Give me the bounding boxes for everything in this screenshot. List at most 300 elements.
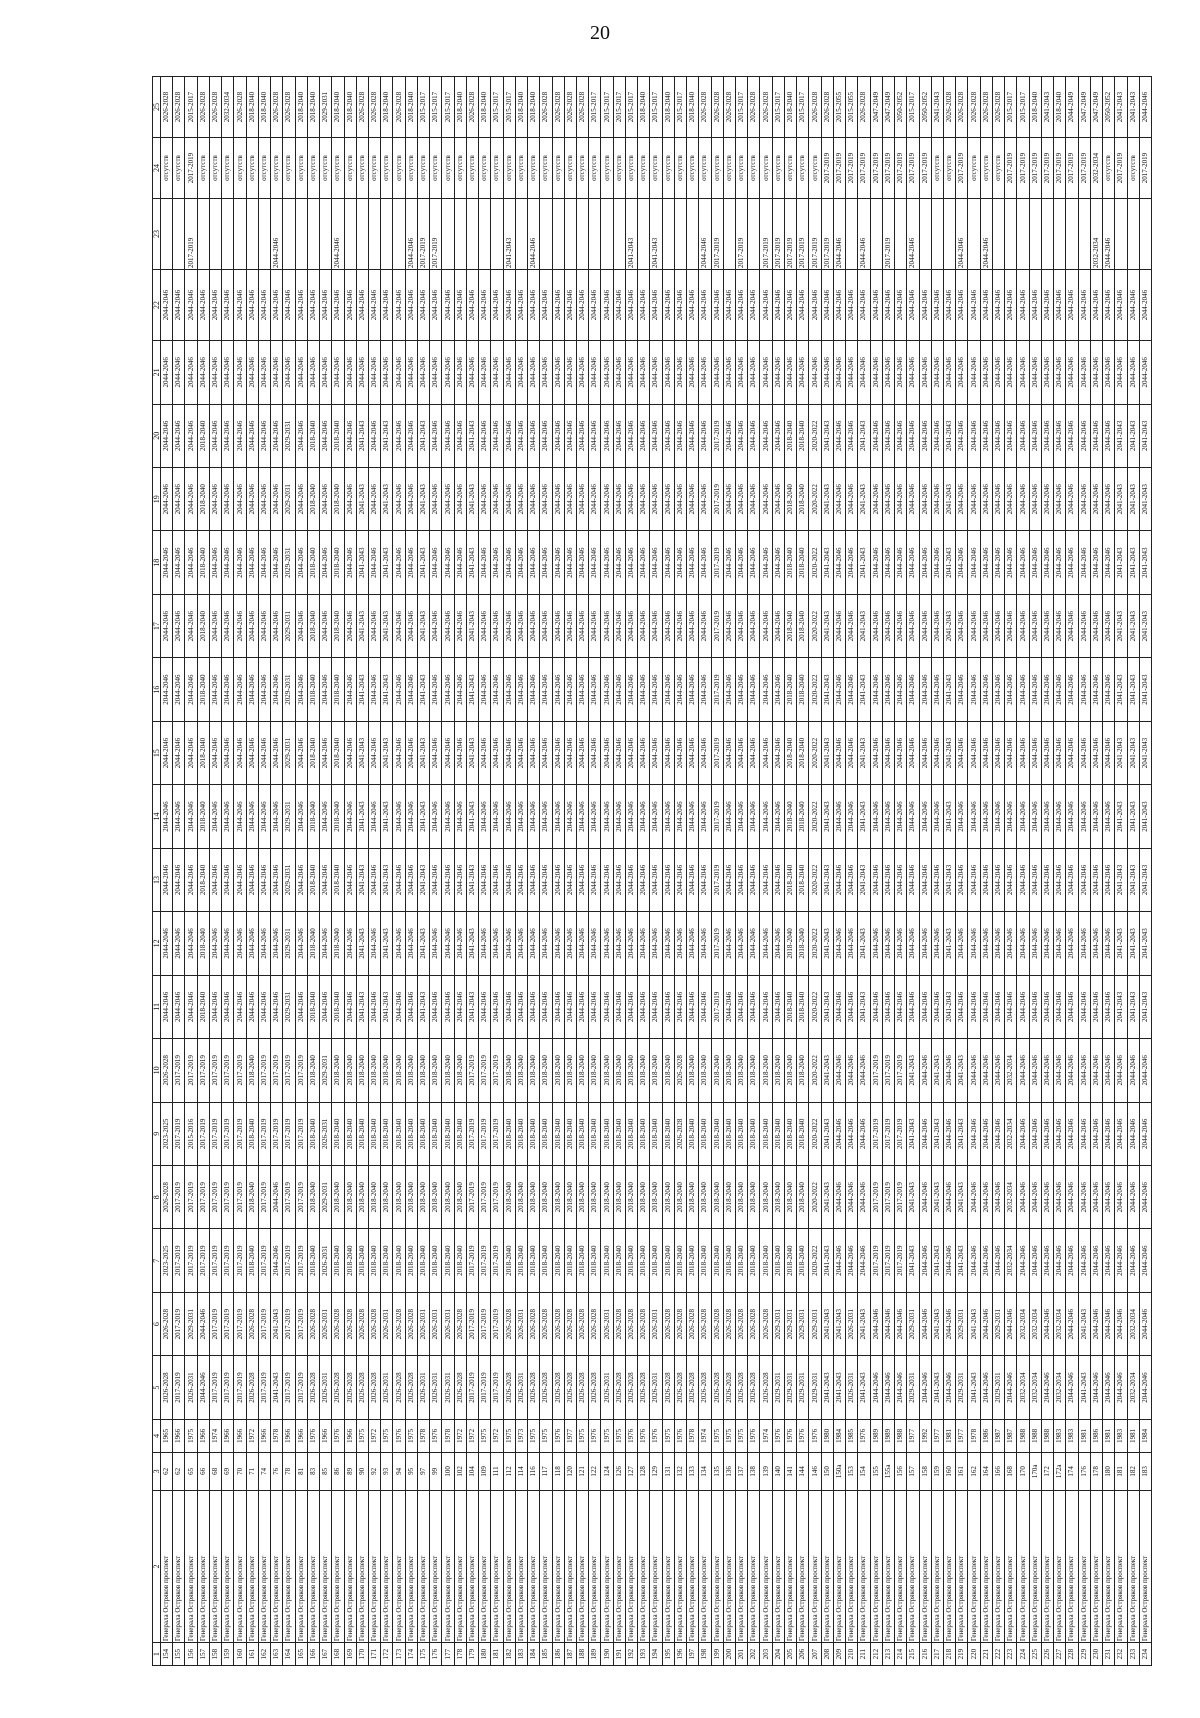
table-cell: 2017-2019: [491, 1166, 503, 1229]
table-cell: 2044-2046: [234, 912, 246, 975]
table-cell: 2044-2046: [687, 468, 699, 531]
row-number-cell: 167: [320, 1643, 332, 1666]
table-cell: 2017-2019: [209, 1356, 221, 1419]
table-cell: 161: [956, 1452, 968, 1490]
table-cell: 2044-2046: [748, 658, 760, 721]
table-cell: 2044-2046: [503, 848, 515, 911]
row-number-cell: 174: [405, 1643, 417, 1666]
street-name-cell: Генерала Остряков проспект: [1115, 1490, 1127, 1642]
table-cell: отсутств: [784, 138, 796, 199]
table-row: [784, 77, 796, 1666]
table-cell: 2018-2040: [784, 785, 796, 848]
table-cell: 2041-2043: [907, 1102, 919, 1165]
table-cell: 2044-2046: [723, 848, 735, 911]
table-cell: 2044-2046: [368, 404, 380, 467]
table-cell: 2044-2046: [601, 975, 613, 1038]
row-number-cell: 179: [466, 1643, 478, 1666]
table-cell: 2026-2028: [552, 1356, 564, 1419]
table-cell: 2044-2046: [589, 848, 601, 911]
table-cell: 2044-2046: [1029, 594, 1041, 657]
table-cell: 1975: [503, 1419, 515, 1452]
table-cell: 2026-2031: [601, 1292, 613, 1355]
table-cell: 132: [674, 1452, 686, 1490]
table-cell: 2044-2046: [1078, 404, 1090, 467]
table-cell: 2044-2046: [161, 341, 173, 404]
table-cell: 2018-2040: [797, 658, 809, 721]
table-cell: 2026-2028: [613, 1292, 625, 1355]
table-cell: 2044-2046: [625, 975, 637, 1038]
table-cell: 2044-2046: [1017, 341, 1029, 404]
row-number-cell: 233: [1127, 1643, 1139, 1666]
table-cell: 2017-2019: [870, 138, 882, 199]
table-cell: 2041-2043: [271, 1292, 283, 1355]
table-cell: 2044-2046: [1054, 721, 1066, 784]
table-cell: 2041-2043: [417, 531, 429, 594]
table-cell: 2044-2046: [173, 468, 185, 531]
table-cell: 2017-2019: [772, 198, 784, 269]
table-cell: 2044-2046: [1078, 912, 1090, 975]
table-cell: 2020-2022: [809, 404, 821, 467]
table-cell: 2044-2046: [601, 270, 613, 341]
table-cell: 2044-2046: [1139, 341, 1151, 404]
table-cell: 2018-2040: [784, 404, 796, 467]
table-cell: 2044-2046: [1115, 1229, 1127, 1292]
street-name-cell: Генерала Остряков проспект: [650, 1490, 662, 1642]
table-cell: 2018-2040: [650, 1039, 662, 1102]
table-cell: 2044-2046: [882, 658, 894, 721]
table-cell: 2044-2046: [368, 721, 380, 784]
table-cell: 2044-2046: [1103, 912, 1115, 975]
table-cell: 2044-2046: [625, 468, 637, 531]
table-cell: 2044-2046: [674, 658, 686, 721]
header-cell: 2: [153, 1490, 161, 1642]
street-name-cell: Генерала Остряков проспект: [344, 1490, 356, 1642]
table-cell: 2044-2046: [1066, 1166, 1078, 1229]
table-cell: 2047-2049: [1090, 77, 1102, 138]
table-cell: 2017-2019: [222, 1229, 234, 1292]
table-cell: 2041-2043: [381, 785, 393, 848]
table-cell: 2017-2019: [711, 912, 723, 975]
table-cell: 2044-2046: [613, 404, 625, 467]
table-cell: 1989: [870, 1419, 882, 1452]
table-cell: 2044-2046: [528, 531, 540, 594]
table-cell: 2020-2022: [809, 785, 821, 848]
table-cell: 2044-2046: [907, 341, 919, 404]
table-cell: отсутств: [381, 138, 393, 199]
table-cell: 2044-2046: [442, 531, 454, 594]
table-row: [760, 77, 772, 1666]
table-cell: 2044-2046: [833, 658, 845, 721]
table-cell: 2018-2040: [784, 721, 796, 784]
table-cell: 2018-2040: [417, 1229, 429, 1292]
table-cell: 2044-2046: [246, 658, 258, 721]
table-cell: 2044-2046: [760, 404, 772, 467]
row-number-cell: 163: [271, 1643, 283, 1666]
table-cell: 2044-2046: [344, 785, 356, 848]
table-cell: 2018-2040: [332, 531, 344, 594]
table-cell: 2044-2046: [258, 721, 270, 784]
table-cell: 2018-2040: [307, 594, 319, 657]
table-cell: 2044-2046: [295, 404, 307, 467]
table-cell: 2044-2046: [748, 975, 760, 1038]
table-cell: отсутств: [295, 138, 307, 199]
row-number-cell: 186: [552, 1643, 564, 1666]
row-number-cell: 223: [1005, 1643, 1017, 1666]
table-cell: 2017-2019: [185, 198, 197, 269]
header-cell: 18: [153, 531, 161, 594]
table-cell: 2044-2046: [638, 658, 650, 721]
table-cell: 2018-2040: [258, 77, 270, 138]
table-cell: 2044-2046: [528, 912, 540, 975]
table-cell: 2041-2043: [821, 594, 833, 657]
table-cell: 2044-2046: [430, 531, 442, 594]
table-cell: 2017-2019: [919, 138, 931, 199]
table-row: [454, 77, 466, 1666]
table-cell: 2044-2046: [589, 721, 601, 784]
table-cell: 2044-2046: [430, 270, 442, 341]
table-cell: 2047-2049: [882, 77, 894, 138]
table-cell: 2044-2046: [173, 270, 185, 341]
table-cell: 1972: [466, 1419, 478, 1452]
table-cell: 2018-2040: [197, 848, 209, 911]
table-cell: 2044-2046: [833, 1102, 845, 1165]
table-cell: 2044-2046: [185, 404, 197, 467]
table-cell: 2018-2040: [197, 658, 209, 721]
row-number-cell: 173: [393, 1643, 405, 1666]
table-cell: 2020-2022: [809, 848, 821, 911]
table-cell: 2044-2046: [931, 531, 943, 594]
table-cell: 2018-2040: [638, 1102, 650, 1165]
table-cell: 1976: [748, 1419, 760, 1452]
table-cell: 2018-2040: [1029, 77, 1041, 138]
row-number-cell: 213: [882, 1643, 894, 1666]
table-cell: отсутств: [944, 138, 956, 199]
table-cell: 2044-2046: [736, 468, 748, 531]
table-cell: 160: [944, 1452, 956, 1490]
table-cell: 2018-2040: [625, 1039, 637, 1102]
table-cell: 2044-2046: [968, 1102, 980, 1165]
table-cell: 2044-2046: [699, 404, 711, 467]
table-cell: 2044-2046: [625, 721, 637, 784]
table-cell: 2044-2049: [1066, 77, 1078, 138]
table-cell: 2044-2046: [442, 404, 454, 467]
table-cell: 2044-2046: [919, 721, 931, 784]
table-cell: 2018-2040: [479, 77, 491, 138]
table-cell: отсутств: [344, 138, 356, 199]
table-cell: 2044-2046: [1090, 341, 1102, 404]
row-number-cell: 198: [699, 1643, 711, 1666]
table-cell: 2041-2043: [1139, 531, 1151, 594]
table-cell: 2044-2046: [295, 912, 307, 975]
table-cell: 2029-2031: [185, 1292, 197, 1355]
table-cell: 2044-2046: [528, 594, 540, 657]
table-cell: 2044-2046: [1115, 1102, 1127, 1165]
street-name-cell: Генерала Остряков проспект: [613, 1490, 625, 1642]
table-cell: 2044-2046: [454, 658, 466, 721]
row-number-cell: 190: [601, 1643, 613, 1666]
table-cell: 2018-2040: [711, 1166, 723, 1229]
table-cell: [1029, 198, 1041, 269]
table-cell: 2044-2046: [442, 341, 454, 404]
street-name-cell: Генерала Остряков проспект: [491, 1490, 503, 1642]
table-cell: 2020-2022: [809, 1229, 821, 1292]
table-cell: 2026-2028: [197, 77, 209, 138]
table-cell: 2044-2046: [674, 594, 686, 657]
row-number-cell: 184: [528, 1643, 540, 1666]
table-cell: 2044-2046: [1054, 1229, 1066, 1292]
table-cell: 2026-2028: [344, 1356, 356, 1419]
table-cell: 2041-2043: [381, 848, 393, 911]
table-cell: 2026-2028: [736, 1292, 748, 1355]
table-cell: 2044-2046: [515, 531, 527, 594]
table-cell: 2044-2046: [1029, 1102, 1041, 1165]
table-cell: 2044-2046: [491, 531, 503, 594]
table-cell: 2044-2046: [1090, 594, 1102, 657]
table-cell: 2044-2046: [1066, 1292, 1078, 1355]
row-number-cell: 229: [1078, 1643, 1090, 1666]
table-cell: 2018-2040: [197, 912, 209, 975]
table-cell: 2018-2040: [197, 721, 209, 784]
table-cell: 2041-2043: [931, 1356, 943, 1419]
table-cell: [356, 198, 368, 269]
table-cell: 2041-2043: [944, 531, 956, 594]
table-cell: 2018-2040: [246, 1166, 258, 1229]
table-cell: 2044-2046: [956, 975, 968, 1038]
table-cell: 2015-2017: [736, 77, 748, 138]
table-cell: 2044-2046: [185, 912, 197, 975]
table-cell: 2029-2031: [320, 77, 332, 138]
table-cell: 2044-2046: [699, 198, 711, 269]
table-cell: 2044-2046: [625, 912, 637, 975]
table-cell: 2041-2043: [821, 721, 833, 784]
table-cell: 2044-2046: [1054, 912, 1066, 975]
table-cell: 2044-2046: [907, 468, 919, 531]
table-cell: 153: [846, 1452, 858, 1490]
table-cell: 2044-2046: [1078, 785, 1090, 848]
table-cell: 2044-2046: [1017, 1229, 1029, 1292]
table-cell: 2041-2043: [356, 594, 368, 657]
table-cell: 2044-2046: [344, 468, 356, 531]
street-name-cell: Генерала Остряков проспект: [1127, 1490, 1139, 1642]
table-cell: 2017-2019: [711, 658, 723, 721]
table-cell: 2018-2040: [307, 1039, 319, 1102]
table-cell: 2026-2028: [552, 1292, 564, 1355]
table-row: [809, 77, 821, 1666]
table-cell: отсутств: [222, 138, 234, 199]
table-cell: 2044-2046: [1029, 1166, 1041, 1229]
table-cell: 2041-2043: [356, 785, 368, 848]
table-cell: 2018-2040: [625, 1229, 637, 1292]
table-cell: 2044-2046: [980, 848, 992, 911]
table-cell: 2044-2046: [760, 341, 772, 404]
table-cell: 2044-2046: [442, 270, 454, 341]
table-cell: 2029-2031: [283, 975, 295, 1038]
table-row: [1090, 77, 1102, 1666]
table-cell: 2044-2046: [1041, 1292, 1053, 1355]
table-cell: 2044-2046: [1005, 912, 1017, 975]
table-cell: [368, 198, 380, 269]
table-cell: 2044-2046: [736, 341, 748, 404]
table-cell: 2026-2028: [723, 1356, 735, 1419]
table-cell: 2044-2046: [1090, 785, 1102, 848]
table-cell: 2044-2046: [368, 975, 380, 1038]
table-cell: 2044-2046: [662, 270, 674, 341]
table-cell: 2044-2046: [650, 404, 662, 467]
table-cell: 2044-2046: [723, 270, 735, 341]
table-cell: 2044-2046: [528, 785, 540, 848]
table-cell: 2044-2046: [393, 404, 405, 467]
table-cell: 2026-2028: [405, 1292, 417, 1355]
table-cell: 2044-2046: [601, 468, 613, 531]
table-cell: отсутств: [320, 138, 332, 199]
table-cell: 1976: [430, 1419, 442, 1452]
table-cell: 1975: [613, 1419, 625, 1452]
table-cell: 2044-2046: [564, 270, 576, 341]
table-cell: 2044-2046: [1103, 1039, 1115, 1102]
table-cell: 2044-2046: [271, 1166, 283, 1229]
table-cell: 2018-2040: [307, 721, 319, 784]
street-name-cell: Генерала Остряков проспект: [895, 1490, 907, 1642]
table-cell: 2017-2019: [870, 1039, 882, 1102]
table-cell: 2044-2046: [161, 721, 173, 784]
table-cell: 2044-2046: [222, 785, 234, 848]
table-cell: 2044-2046: [258, 975, 270, 1038]
table-cell: 2026-2028: [589, 1292, 601, 1355]
table-cell: 1976: [625, 1419, 637, 1452]
table-cell: 2044-2046: [956, 658, 968, 721]
table-cell: 2044-2046: [197, 1292, 209, 1355]
table-cell: 1974: [699, 1419, 711, 1452]
table-cell: 2044-2046: [222, 658, 234, 721]
table-cell: 2044-2046: [540, 848, 552, 911]
table-row: [1127, 77, 1139, 1666]
table-cell: 2029-2031: [797, 1292, 809, 1355]
header-cell: 17: [153, 594, 161, 657]
table-cell: 156: [895, 1452, 907, 1490]
table-row: [344, 77, 356, 1666]
table-cell: 2018-2040: [528, 1039, 540, 1102]
table-cell: 2044-2046: [1066, 531, 1078, 594]
table-cell: 2044-2046: [576, 531, 588, 594]
table-cell: 1966: [197, 1419, 209, 1452]
table-cell: 1976: [307, 1419, 319, 1452]
table-cell: 2018-2040: [662, 1229, 674, 1292]
table-cell: 2044-2046: [405, 912, 417, 975]
row-number-cell: 164: [283, 1643, 295, 1666]
table-cell: 1980: [821, 1419, 833, 1452]
table-cell: 2018-2040: [784, 848, 796, 911]
table-cell: 2041-2043: [821, 1292, 833, 1355]
table-cell: 2041-2043: [858, 785, 870, 848]
table-cell: 2041-2043: [858, 1356, 870, 1419]
table-row: [405, 77, 417, 1666]
table-cell: 2018-2040: [601, 1039, 613, 1102]
table-cell: 2041-2043: [968, 1292, 980, 1355]
table-cell: 2044-2046: [271, 975, 283, 1038]
table-cell: 2044-2046: [1090, 531, 1102, 594]
table-cell: 2018-2040: [503, 1229, 515, 1292]
table-cell: 2018-2040: [760, 1102, 772, 1165]
row-number-cell: 231: [1103, 1643, 1115, 1666]
table-cell: отсутств: [515, 138, 527, 199]
table-cell: 2044-2046: [1078, 341, 1090, 404]
table-cell: 2044-2046: [1078, 1039, 1090, 1102]
table-cell: 2018-2040: [601, 1102, 613, 1165]
table-cell: 2044-2046: [234, 594, 246, 657]
row-number-cell: 206: [797, 1643, 809, 1666]
table-cell: 2044-2046: [503, 721, 515, 784]
table-cell: 2044-2046: [258, 785, 270, 848]
table-cell: 2044-2046: [222, 531, 234, 594]
table-cell: 2017-2019: [271, 1039, 283, 1102]
table-cell: 2044-2046: [197, 1356, 209, 1419]
table-cell: 2026-2028: [699, 1292, 711, 1355]
table-cell: 2017-2019: [258, 1039, 270, 1102]
row-number-cell: 161: [246, 1643, 258, 1666]
table-cell: 2044-2046: [919, 785, 931, 848]
table-cell: 2015-2017: [491, 77, 503, 138]
table-cell: 2044-2046: [821, 341, 833, 404]
table-cell: 2044-2046: [601, 341, 613, 404]
table-cell: 2041-2043: [1115, 975, 1127, 1038]
table-cell: 2044-2046: [454, 848, 466, 911]
table-cell: 2044-2046: [442, 468, 454, 531]
table-cell: 2044-2046: [846, 1102, 858, 1165]
table-cell: 2017-2019: [209, 1039, 221, 1102]
header-cell: 5: [153, 1356, 161, 1419]
table-cell: 2044-2046: [307, 270, 319, 341]
rotated-page: [152, 76, 1152, 1666]
row-number-cell: 208: [821, 1643, 833, 1666]
table-cell: 2044-2046: [1029, 270, 1041, 341]
table-cell: 2018-2040: [442, 1102, 454, 1165]
table-cell: 2044-2046: [1017, 594, 1029, 657]
table-cell: 2032-2034: [1054, 1356, 1066, 1419]
table-cell: 2044-2046: [454, 341, 466, 404]
table-cell: 2026-2031: [846, 1356, 858, 1419]
table-cell: 2044-2046: [968, 270, 980, 341]
table-cell: 131: [662, 1452, 674, 1490]
table-row: [161, 77, 173, 1666]
table-cell: 2017-2019: [173, 1356, 185, 1419]
table-cell: 2044-2046: [748, 912, 760, 975]
table-cell: 2044-2046: [405, 198, 417, 269]
table-cell: 2018-2040: [564, 1102, 576, 1165]
table-cell: 2044-2046: [882, 341, 894, 404]
table-cell: 2044-2046: [1115, 1039, 1127, 1102]
table-cell: 2044-2046: [919, 1229, 931, 1292]
table-cell: 2026-2028: [809, 77, 821, 138]
table-cell: 2044-2046: [540, 721, 552, 784]
table-cell: 2047-2049: [870, 77, 882, 138]
table-cell: 2018-2040: [797, 1102, 809, 1165]
table-cell: 2044-2046: [833, 1039, 845, 1102]
table-cell: 2041-2043: [858, 468, 870, 531]
table-cell: 2044-2046: [1005, 721, 1017, 784]
table-cell: 2050-2052: [895, 77, 907, 138]
table-cell: 2044-2046: [1139, 1166, 1151, 1229]
table-cell: 2017-2019: [283, 1166, 295, 1229]
table-cell: 2044-2046: [711, 341, 723, 404]
table-row: [491, 77, 503, 1666]
table-cell: 2044-2046: [258, 531, 270, 594]
table-cell: 2044-2046: [1005, 848, 1017, 911]
table-cell: 69: [222, 1452, 234, 1490]
table-cell: 2032-2034: [1029, 1292, 1041, 1355]
table-cell: 2032-2034: [1005, 1039, 1017, 1102]
table-cell: 2044-2046: [1029, 404, 1041, 467]
table-cell: отсутств: [271, 138, 283, 199]
